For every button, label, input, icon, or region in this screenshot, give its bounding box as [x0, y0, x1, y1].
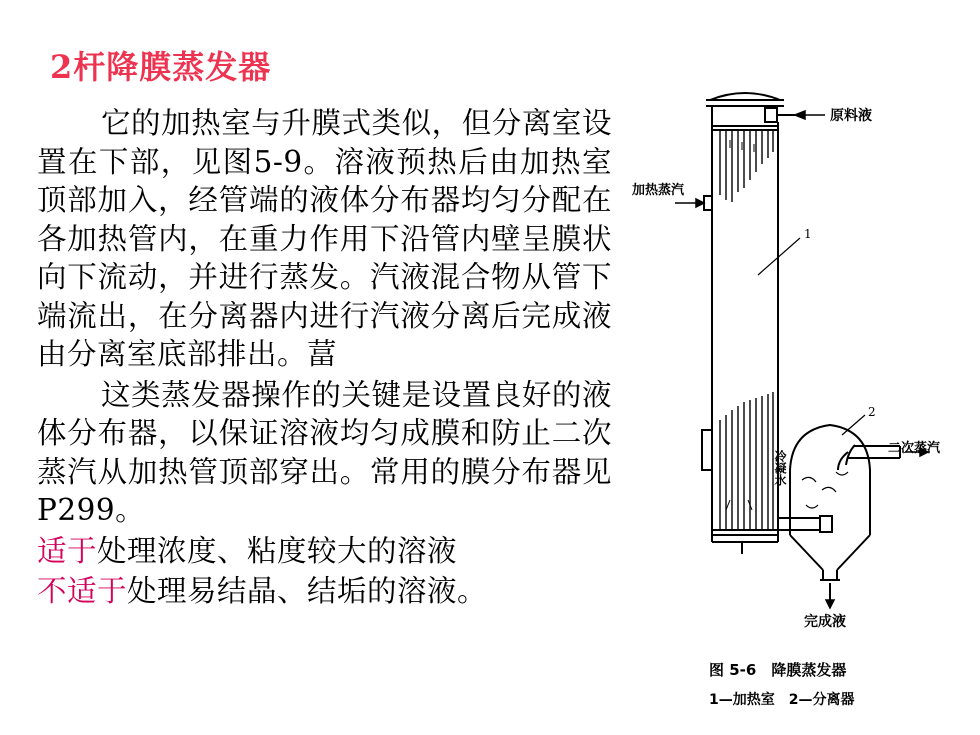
figure-legend: 1—加热室 2—分离器	[709, 692, 855, 708]
part-1-label: 1	[804, 227, 812, 241]
feed-arrow-icon	[795, 111, 805, 119]
paragraph-key-points: 这类蒸发器操作的关键是设置良好的液体分布器，以保证溶液均匀成膜和防止二次蒸汽从加热管顶部穿出。常用的膜分布器见P299。	[37, 377, 612, 527]
feed-label: 原料液	[830, 108, 872, 124]
steam-label: 加热蒸汽	[632, 183, 685, 198]
top-dome	[710, 93, 780, 100]
part-2-label: 2	[868, 405, 876, 419]
side-box	[702, 430, 712, 470]
suitable-prefix: 适于	[37, 533, 98, 568]
evaporator-figure	[630, 80, 970, 730]
separator-top	[790, 425, 870, 470]
cooling-label: 冷凝水	[773, 450, 787, 486]
suitable-line	[37, 532, 612, 571]
evaporator-diagram	[630, 80, 970, 730]
steam-arrow-icon	[696, 199, 704, 207]
paragraph-description: 它的加热室与升膜式类似，但分离室设置在下部，见图5-9。溶液预热后由加热室顶部加入，经管端的液体分布器均匀分配在各加热管内，在重力作用下沿管内壁呈膜状向下流动，并进行蒸发。汽液混合物从管下端流出，在分离器内进行汽液分离后完成液由分离室底部排出。葍	[37, 106, 612, 371]
body-text	[37, 104, 612, 611]
product-arrow-icon	[826, 600, 834, 608]
unsuitable-text: 处理易结晶、结垢的溶液。	[127, 574, 488, 608]
unsuitable-line	[37, 572, 612, 611]
vapor-label: 二次蒸汽	[888, 441, 941, 456]
product-label: 完成液	[804, 614, 846, 630]
unsuitable-prefix: 不适于	[37, 574, 128, 608]
slide-title: 2杆降膜蒸发器	[50, 48, 272, 86]
figure-caption: 图 5-6 降膜蒸发器	[709, 661, 847, 679]
feed-inlet	[765, 108, 777, 122]
suitable-text: 处理浓度、粘度较大的溶液	[97, 533, 458, 568]
